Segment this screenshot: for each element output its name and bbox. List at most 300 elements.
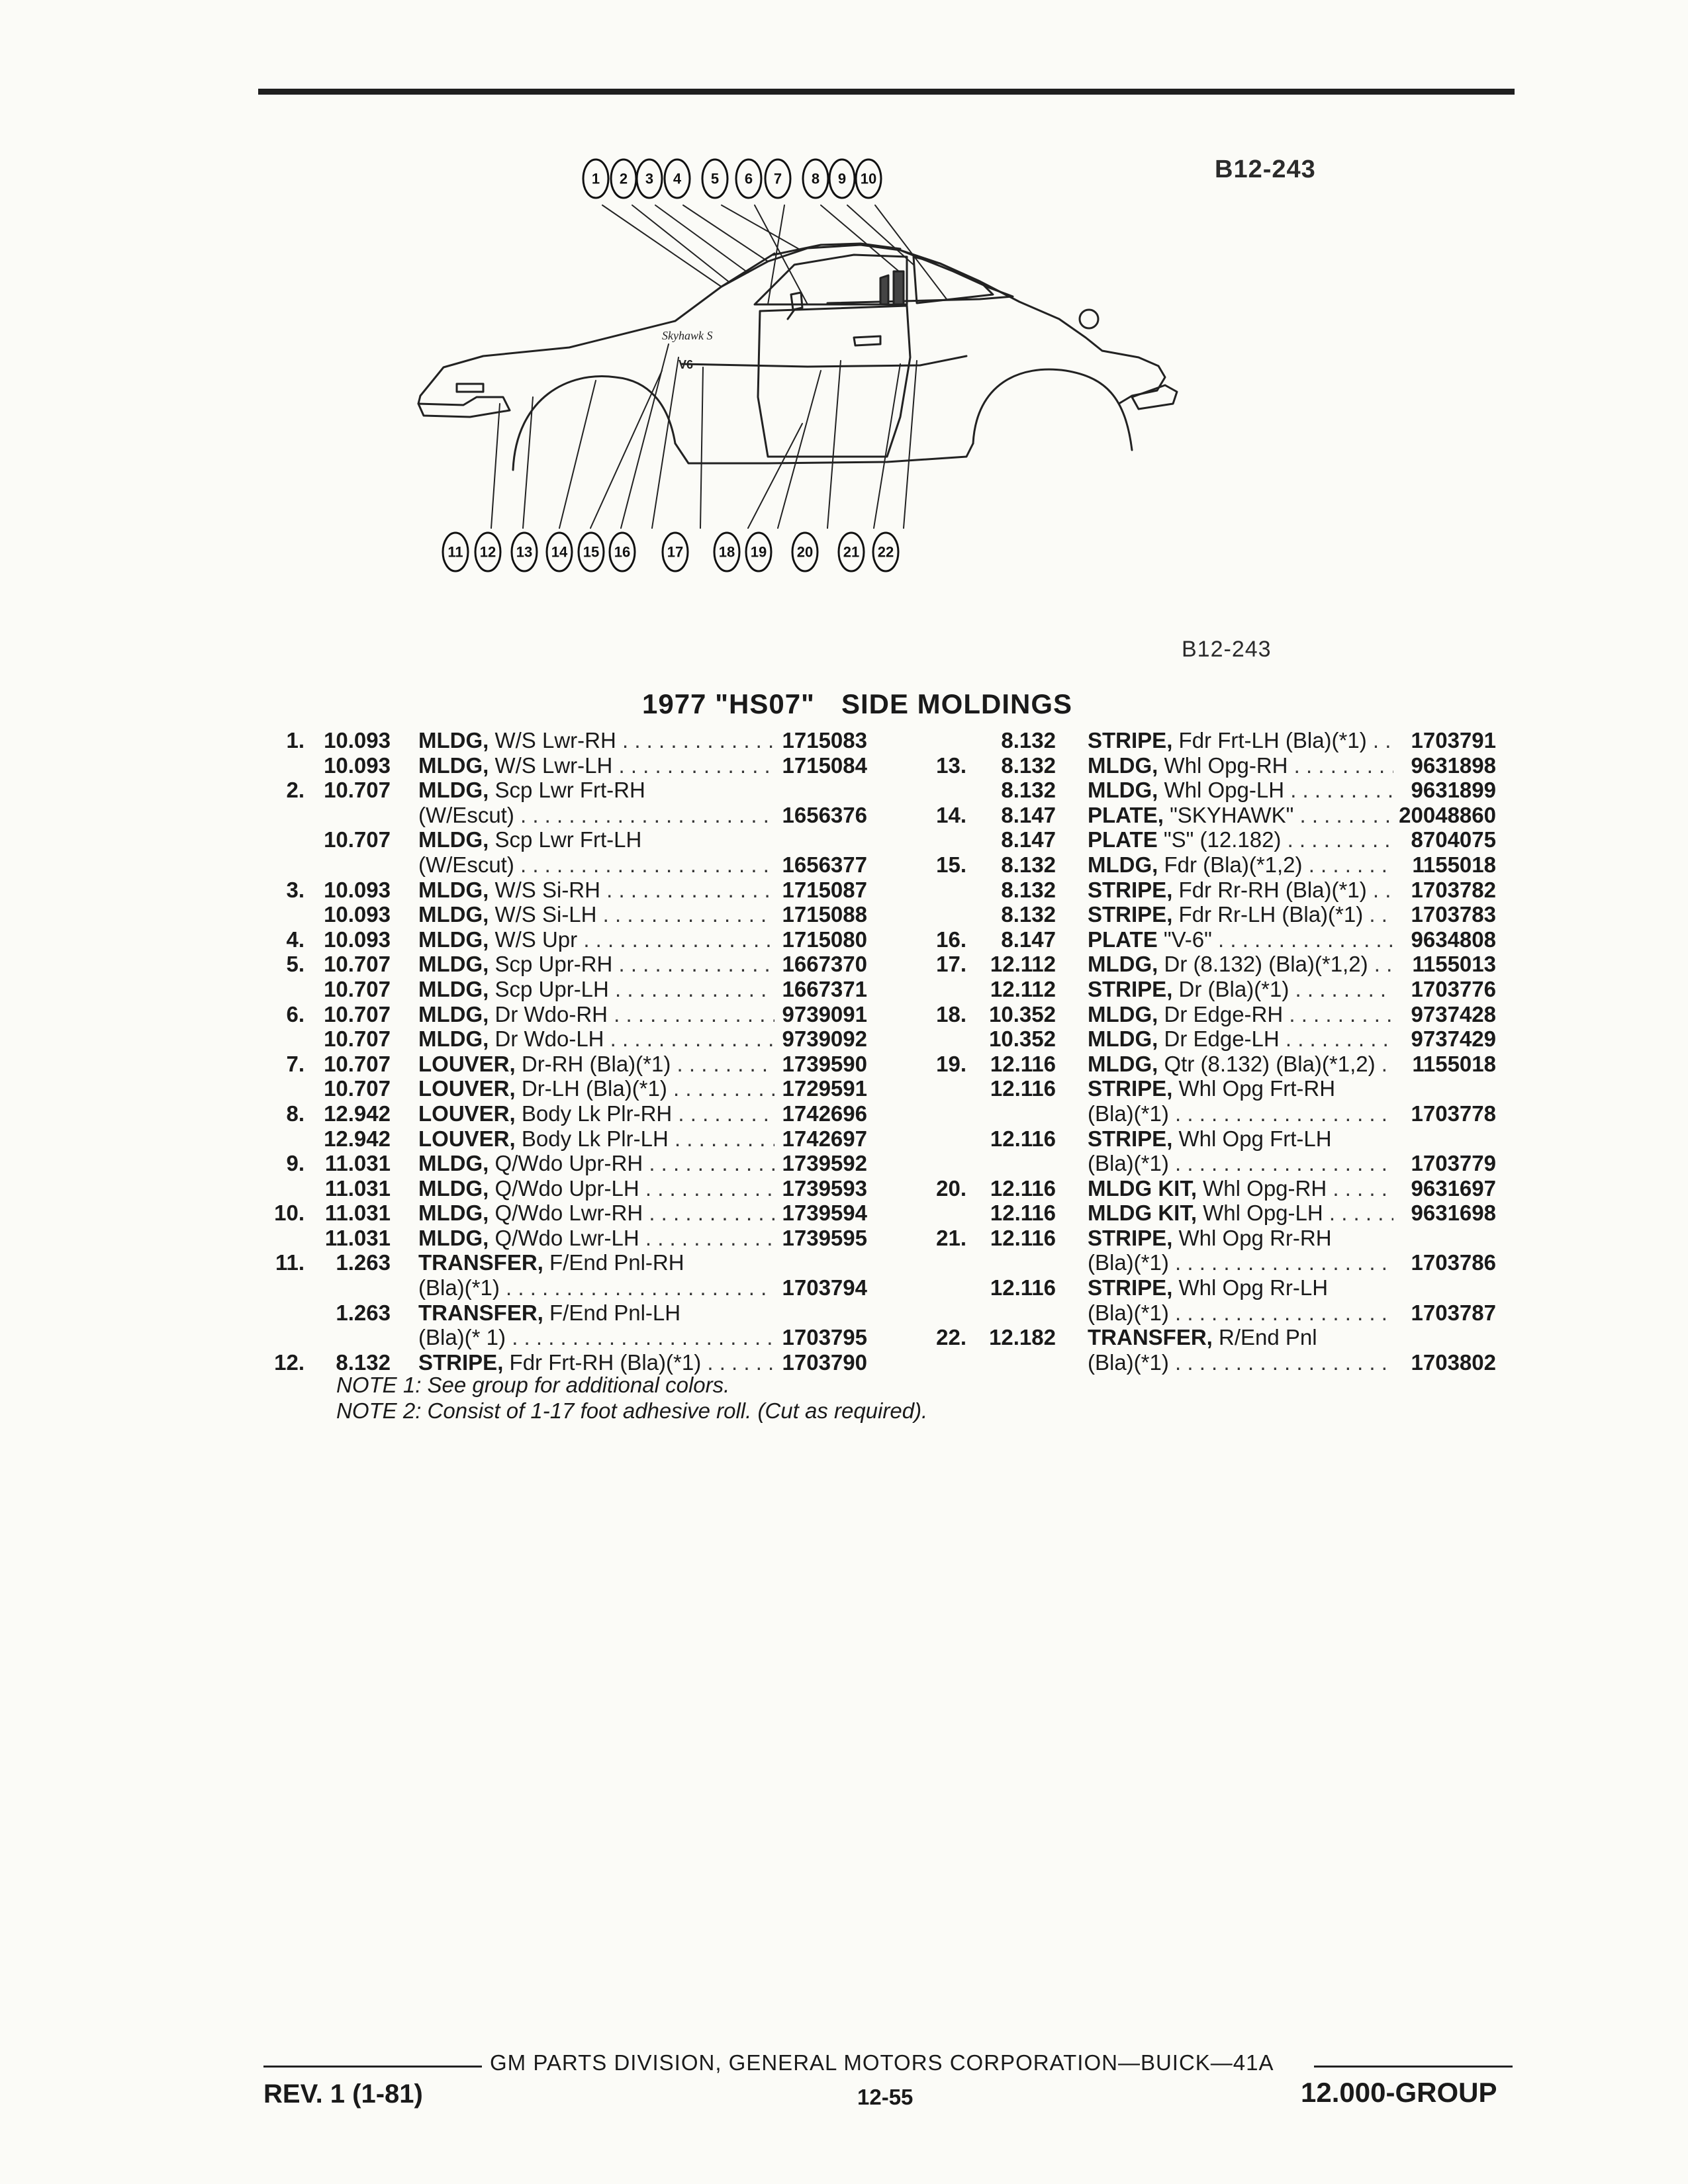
- part-name: MLDG,: [418, 728, 495, 752]
- part-number: 1715080: [774, 927, 867, 952]
- part-description: (Bla)(*1) . . .: [1088, 1350, 1393, 1375]
- page-title: [0, 688, 1688, 720]
- part-row: [914, 1275, 1496, 1300]
- part-name: TRANSFER,: [1088, 1325, 1219, 1350]
- group-number: 8.147: [1001, 827, 1056, 852]
- item-number: 19.: [936, 1051, 966, 1076]
- part-number: 1703782: [1393, 878, 1496, 903]
- part-description: TRANSFER, R/End Pnl: [1088, 1325, 1317, 1350]
- footer-rule-left: [263, 2066, 482, 2068]
- part-name: STRIPE,: [1088, 1275, 1179, 1300]
- part-name: TRANSFER,: [418, 1300, 549, 1325]
- group-number: 10.707: [324, 827, 391, 852]
- part-description: MLDG, Scp Lwr Frt-LH: [418, 827, 642, 852]
- group-number: 10.707: [324, 1001, 391, 1026]
- part-description: MLDG, W/S Upr . . .: [418, 927, 774, 952]
- part-number: 1656376: [774, 803, 867, 828]
- part-name: MLDG,: [1088, 778, 1164, 803]
- part-name: MLDG,: [1088, 752, 1164, 778]
- part-description: STRIPE, Whl Opg Frt-LH: [1088, 1126, 1332, 1151]
- item-number: 9.: [286, 1151, 305, 1176]
- part-name: MLDG,: [1088, 952, 1164, 977]
- notes: [336, 1372, 927, 1424]
- part-description: STRIPE, Whl Opg Rr-LH: [1088, 1275, 1329, 1300]
- callout-8: 8: [811, 170, 820, 187]
- group-number: 1.263: [336, 1300, 391, 1325]
- emblem-v6: V6: [679, 358, 694, 371]
- part-row: [914, 1026, 1496, 1052]
- part-row: [914, 1052, 1496, 1077]
- part-number: 9739091: [774, 1002, 867, 1027]
- part-name: MLDG,: [418, 752, 495, 778]
- title-text: SIDE MOLDINGS: [841, 688, 1073, 719]
- part-row: [258, 803, 867, 828]
- fuel-door: [1080, 310, 1098, 328]
- part-row: [914, 827, 1496, 852]
- part-row: [914, 952, 1496, 977]
- top-rule: [258, 89, 1515, 95]
- part-row: [258, 753, 867, 778]
- part-row: [258, 1226, 867, 1251]
- part-name: LOUVER,: [418, 1101, 522, 1126]
- item-number: 3.: [286, 877, 305, 902]
- item-number: 5.: [286, 952, 305, 977]
- part-name: MLDG,: [418, 1225, 495, 1250]
- rear-wheel-opening: [973, 369, 1132, 450]
- part-row: [258, 1151, 867, 1176]
- group-number: 10.093: [324, 728, 391, 752]
- item-number: 10.: [274, 1201, 305, 1226]
- front-wheel-opening: [513, 377, 675, 470]
- part-number: 9631697: [1393, 1176, 1496, 1201]
- front-marker: [457, 384, 483, 392]
- callout-16: 16: [614, 543, 631, 561]
- part-number: 1703787: [1393, 1300, 1496, 1326]
- rocker-panel: [675, 443, 973, 463]
- figure-code-bottom: B12-243: [1182, 637, 1272, 662]
- group-number: 10.093: [324, 927, 391, 952]
- part-name: STRIPE,: [1088, 1076, 1179, 1101]
- item-number: 21.: [936, 1225, 966, 1250]
- louver: [880, 271, 904, 304]
- note-2: NOTE 2: Consist of 1-17 foot adhesive roll. (Cut as required).: [336, 1398, 928, 1423]
- part-name: STRIPE,: [1088, 877, 1179, 902]
- callout-14: 14: [551, 543, 568, 561]
- part-row: [914, 1151, 1496, 1176]
- callout-13: 13: [516, 543, 533, 561]
- group-number: 12.112: [990, 952, 1056, 977]
- group-number: 10.352: [989, 1001, 1056, 1026]
- item-number: 7.: [286, 1051, 305, 1076]
- part-description: (W/Escut) . . .: [418, 852, 774, 878]
- callout-20: 20: [796, 543, 814, 561]
- part-description: STRIPE, Fdr Frt-LH (Bla)(*1) . . .: [1088, 728, 1393, 753]
- group-number: 12.182: [989, 1325, 1056, 1350]
- part-name: MLDG,: [1088, 852, 1164, 877]
- part-number: 1715088: [774, 902, 867, 927]
- side-stripe: [682, 356, 966, 367]
- part-name: STRIPE,: [1088, 902, 1179, 927]
- part-description: (Bla)(*1) . . .: [1088, 1151, 1393, 1176]
- part-row: [914, 1076, 1496, 1101]
- item-number: 18.: [936, 1001, 966, 1026]
- part-description: STRIPE, Fdr Frt-RH (Bla)(*1) . . .: [418, 1350, 774, 1375]
- callout-2: 2: [619, 170, 628, 187]
- part-row: [258, 1300, 867, 1326]
- part-number: 9631698: [1393, 1201, 1496, 1226]
- group-number: 8.132: [1001, 877, 1056, 902]
- group-number: 8.132: [1001, 778, 1056, 803]
- group-number: 11.031: [324, 1175, 391, 1201]
- part-name: MLDG,: [418, 952, 495, 977]
- part-row: [914, 1126, 1496, 1152]
- part-description: STRIPE, Whl Opg Frt-RH: [1088, 1076, 1336, 1101]
- part-number: 20048860: [1393, 803, 1496, 828]
- part-row: [914, 1325, 1496, 1350]
- part-row: [914, 728, 1496, 753]
- part-name: PLATE,: [1088, 802, 1170, 827]
- footer-page-number: 12-55: [857, 2085, 914, 2109]
- callout-17: 17: [667, 543, 684, 561]
- part-description: MLDG, Q/Wdo Lwr-LH . . .: [418, 1226, 774, 1251]
- part-description: MLDG, Dr Edge-LH . . .: [1088, 1026, 1393, 1052]
- part-number: 1703795: [774, 1325, 867, 1350]
- part-description: (Bla)(*1) . . .: [1088, 1300, 1393, 1326]
- part-description: LOUVER, Dr-RH (Bla)(*1) . . .: [418, 1052, 774, 1077]
- group-number: 12.116: [990, 1225, 1056, 1250]
- part-row: [258, 1201, 867, 1226]
- part-row: [258, 927, 867, 952]
- part-description: STRIPE, Fdr Rr-RH (Bla)(*1) . . .: [1088, 878, 1393, 903]
- part-row: [258, 878, 867, 903]
- part-row: [258, 1002, 867, 1027]
- callout-21: 21: [843, 543, 860, 561]
- part-description: MLDG, Dr Wdo-LH . . .: [418, 1026, 774, 1052]
- part-description: LOUVER, Dr-LH (Bla)(*1) . . .: [418, 1076, 774, 1101]
- part-name: MLDG,: [418, 1151, 495, 1176]
- part-name: PLATE: [1088, 827, 1164, 852]
- part-description: TRANSFER, F/End Pnl-RH: [418, 1250, 684, 1275]
- item-number: 8.: [286, 1101, 305, 1126]
- part-name: STRIPE,: [1088, 976, 1179, 1001]
- part-description: MLDG KIT, Whl Opg-RH . . .: [1088, 1176, 1393, 1201]
- group-number: 11.031: [324, 1151, 391, 1176]
- part-description: PLATE "V-6" . . .: [1088, 927, 1393, 952]
- part-name: TRANSFER,: [418, 1250, 549, 1275]
- part-row: [914, 1300, 1496, 1326]
- part-name: MLDG KIT,: [1088, 1201, 1203, 1226]
- part-description: (W/Escut) . . .: [418, 803, 774, 828]
- item-number: 13.: [936, 752, 966, 778]
- part-description: MLDG, W/S Lwr-RH . . .: [418, 728, 774, 753]
- callout-6: 6: [744, 170, 753, 187]
- part-description: MLDG, Q/Wdo Lwr-RH . . .: [418, 1201, 774, 1226]
- group-number: 8.132: [1001, 752, 1056, 778]
- group-number: 12.112: [990, 976, 1056, 1001]
- item-number: 17.: [936, 952, 966, 977]
- part-description: (Bla)(*1) . . .: [1088, 1101, 1393, 1126]
- part-number: 1703790: [774, 1350, 867, 1375]
- part-number: 1155013: [1393, 952, 1496, 977]
- callout-3: 3: [645, 170, 654, 187]
- part-description: STRIPE, Dr (Bla)(*1) . . .: [1088, 977, 1393, 1002]
- group-number: 10.707: [324, 778, 391, 803]
- part-description: MLDG, Scp Upr-LH . . .: [418, 977, 774, 1002]
- part-name: MLDG,: [418, 1001, 495, 1026]
- group-number: 8.147: [1001, 802, 1056, 827]
- callout-15: 15: [583, 543, 600, 561]
- part-description: MLDG, Scp Upr-RH . . .: [418, 952, 774, 977]
- part-row: [914, 902, 1496, 927]
- footer-publisher: GM PARTS DIVISION, GENERAL MOTORS CORPORATION—BUICK—41A: [490, 2050, 1274, 2075]
- part-name: MLDG,: [418, 927, 495, 952]
- part-row: [258, 1176, 867, 1201]
- car-illustration: [397, 146, 1324, 615]
- part-description: MLDG, Scp Lwr Frt-RH: [418, 778, 645, 803]
- part-number: 1739592: [774, 1151, 867, 1176]
- part-row: [258, 952, 867, 977]
- part-description: STRIPE, Whl Opg Rr-RH: [1088, 1225, 1332, 1250]
- part-description: (Bla)(* 1) . . .: [418, 1325, 774, 1350]
- part-description: MLDG, Q/Wdo Upr-LH . . .: [418, 1176, 774, 1201]
- part-description: PLATE "S" (12.182) . . .: [1088, 827, 1393, 852]
- group-number: 10.707: [324, 1051, 391, 1076]
- group-number: 10.707: [324, 952, 391, 977]
- callout-12: 12: [479, 543, 496, 561]
- part-description: LOUVER, Body Lk Plr-RH . . .: [418, 1101, 774, 1126]
- part-number: 1703779: [1393, 1151, 1496, 1176]
- door-outline: [758, 306, 910, 457]
- part-row: [258, 1076, 867, 1101]
- group-number: 11.031: [324, 1201, 391, 1226]
- part-row: [914, 1176, 1496, 1201]
- part-name: MLDG,: [418, 976, 495, 1001]
- part-name: MLDG,: [418, 1175, 495, 1201]
- part-description: MLDG, Dr Wdo-RH . . .: [418, 1002, 774, 1027]
- group-number: 12.116: [990, 1201, 1056, 1226]
- parts-list-left: [258, 728, 867, 1375]
- part-row: [258, 1275, 867, 1300]
- item-number: 16.: [936, 927, 966, 952]
- part-row: [914, 1350, 1496, 1375]
- part-number: 1739595: [774, 1226, 867, 1251]
- part-description: (Bla)(*1) . . .: [418, 1275, 774, 1300]
- item-number: 6.: [286, 1001, 305, 1026]
- rear-bumper: [1132, 385, 1177, 409]
- part-row: [914, 927, 1496, 952]
- part-description: MLDG, Dr Edge-RH . . .: [1088, 1002, 1393, 1027]
- part-row: [914, 753, 1496, 778]
- part-name: MLDG,: [418, 1201, 495, 1226]
- part-row: [258, 852, 867, 878]
- part-number: 9739092: [774, 1026, 867, 1052]
- item-number: 15.: [936, 852, 966, 877]
- part-description: MLDG, Whl Opg-RH . . .: [1088, 753, 1393, 778]
- car-side-view-diagram: [397, 146, 1324, 615]
- part-name: MLDG,: [1088, 1051, 1164, 1076]
- part-number: 1703794: [774, 1275, 867, 1300]
- part-name: LOUVER,: [418, 1126, 522, 1151]
- callout-22: 22: [877, 543, 894, 561]
- part-number: 1703776: [1393, 977, 1496, 1002]
- callout-5: 5: [710, 170, 720, 187]
- part-row: [914, 803, 1496, 828]
- part-description: (Bla)(*1) . . .: [1088, 1250, 1393, 1275]
- group-number: 1.263: [336, 1250, 391, 1275]
- part-number: 1667371: [774, 977, 867, 1002]
- group-number: 10.707: [324, 1026, 391, 1052]
- part-number: 8704075: [1393, 827, 1496, 852]
- part-name: MLDG,: [418, 1026, 495, 1052]
- part-row: [914, 1002, 1496, 1027]
- note-1: NOTE 1: See group for additional colors.: [336, 1373, 730, 1397]
- title-year-code: 1977 "HS07": [641, 688, 815, 719]
- group-number: 10.093: [324, 752, 391, 778]
- callout-19: 19: [750, 543, 767, 561]
- part-row: [258, 1325, 867, 1350]
- part-description: MLDG, Qtr (8.132) (Bla)(*1,2) . . .: [1088, 1052, 1393, 1077]
- callout-1: 1: [591, 170, 600, 187]
- part-row: [258, 1350, 867, 1375]
- part-row: [258, 1126, 867, 1152]
- group-number: 12.116: [990, 1126, 1056, 1151]
- item-number: 14.: [936, 802, 966, 827]
- part-row: [258, 1250, 867, 1275]
- part-description: TRANSFER, F/End Pnl-LH: [418, 1300, 681, 1325]
- group-number: 10.707: [324, 976, 391, 1001]
- part-number: 1715084: [774, 753, 867, 778]
- part-number: 9631899: [1393, 778, 1496, 803]
- item-number: 1.: [286, 728, 305, 752]
- part-name: LOUVER,: [418, 1051, 522, 1076]
- item-number: 12.: [274, 1349, 305, 1375]
- part-number: 1715083: [774, 728, 867, 753]
- item-number: 20.: [936, 1175, 966, 1201]
- part-number: 9631898: [1393, 753, 1496, 778]
- group-number: 12.942: [324, 1126, 391, 1151]
- part-description: MLDG, W/S Si-LH . . .: [418, 902, 774, 927]
- part-name: MLDG KIT,: [1088, 1175, 1203, 1201]
- part-number: 9737428: [1393, 1002, 1496, 1027]
- part-description: MLDG, Fdr (Bla)(*1,2) . . .: [1088, 852, 1393, 878]
- part-number: 1742697: [774, 1126, 867, 1152]
- part-row: [258, 1052, 867, 1077]
- group-number: 8.132: [1001, 728, 1056, 752]
- item-number: 22.: [936, 1325, 966, 1350]
- parts-list-right: [914, 728, 1496, 1375]
- callout-18: 18: [718, 543, 735, 561]
- part-number: 9634808: [1393, 927, 1496, 952]
- footer-revision: REV. 1 (1-81): [263, 2079, 423, 2109]
- part-name: MLDG,: [418, 778, 495, 803]
- group-number: 10.352: [989, 1026, 1056, 1052]
- item-number: 4.: [286, 927, 305, 952]
- part-row: [258, 1026, 867, 1052]
- part-number: 1703783: [1393, 902, 1496, 927]
- part-number: 1703791: [1393, 728, 1496, 753]
- part-row: [914, 1250, 1496, 1275]
- part-name: PLATE: [1088, 927, 1164, 952]
- part-description: LOUVER, Body Lk Plr-LH . . .: [418, 1126, 774, 1152]
- callout-11: 11: [447, 543, 463, 561]
- group-number: 12.116: [990, 1275, 1056, 1300]
- part-number: 1703786: [1393, 1250, 1496, 1275]
- footer-rule-right: [1314, 2066, 1513, 2068]
- group-number: 12.116: [990, 1051, 1056, 1076]
- group-number: 8.132: [1001, 852, 1056, 877]
- part-name: MLDG,: [418, 902, 495, 927]
- part-description: MLDG, W/S Lwr-LH . . .: [418, 753, 774, 778]
- part-description: MLDG, W/S Si-RH . . .: [418, 878, 774, 903]
- part-row: [914, 1226, 1496, 1251]
- part-number: 1703802: [1393, 1350, 1496, 1375]
- part-row: [258, 977, 867, 1002]
- callout-4: 4: [673, 170, 682, 187]
- emblem-script: Skyhawk S: [662, 329, 713, 342]
- part-row: [914, 778, 1496, 803]
- quarter-window: [914, 257, 993, 303]
- part-description: STRIPE, Fdr Rr-LH (Bla)(*1) . . .: [1088, 902, 1393, 927]
- part-number: 1656377: [774, 852, 867, 878]
- part-name: MLDG,: [1088, 1001, 1164, 1026]
- part-row: [914, 977, 1496, 1002]
- part-row: [914, 852, 1496, 878]
- part-number: 9737429: [1393, 1026, 1496, 1052]
- part-number: 1742696: [774, 1101, 867, 1126]
- part-row: [258, 728, 867, 753]
- group-number: 8.132: [336, 1349, 391, 1375]
- part-number: 1703778: [1393, 1101, 1496, 1126]
- group-number: 11.031: [324, 1225, 391, 1250]
- part-name: STRIPE,: [418, 1349, 510, 1375]
- door-handle: [854, 336, 880, 345]
- part-row: [258, 827, 867, 852]
- part-name: MLDG,: [1088, 1026, 1164, 1052]
- group-number: 10.707: [324, 1076, 391, 1101]
- group-number: 10.093: [324, 877, 391, 902]
- part-row: [914, 1201, 1496, 1226]
- part-name: STRIPE,: [1088, 728, 1179, 752]
- part-row: [258, 1101, 867, 1126]
- part-description: MLDG, Q/Wdo Upr-RH . . .: [418, 1151, 774, 1176]
- item-number: 2.: [286, 778, 305, 803]
- part-name: MLDG,: [418, 877, 495, 902]
- part-row: [914, 878, 1496, 903]
- part-row: [914, 1101, 1496, 1126]
- figure-code-top: B12-243: [1215, 156, 1316, 183]
- mirror: [788, 293, 802, 319]
- item-number: 11.: [275, 1250, 305, 1275]
- part-row: [258, 902, 867, 927]
- part-description: PLATE, "SKYHAWK" . . .: [1088, 803, 1393, 828]
- part-number: 1155018: [1393, 1052, 1496, 1077]
- part-name: MLDG,: [418, 827, 495, 852]
- part-number: 1739594: [774, 1201, 867, 1226]
- footer-group: 12.000-GROUP: [1301, 2077, 1497, 2108]
- part-name: STRIPE,: [1088, 1225, 1179, 1250]
- part-number: 1715087: [774, 878, 867, 903]
- part-name: STRIPE,: [1088, 1126, 1179, 1151]
- part-name: LOUVER,: [418, 1076, 522, 1101]
- part-number: 1155018: [1393, 852, 1496, 878]
- group-number: 10.093: [324, 902, 391, 927]
- part-description: MLDG, Dr (8.132) (Bla)(*1,2) . . .: [1088, 952, 1393, 977]
- group-number: 12.116: [990, 1076, 1056, 1101]
- part-number: 1739590: [774, 1052, 867, 1077]
- callout-10: 10: [860, 170, 877, 187]
- group-number: 8.147: [1001, 927, 1056, 952]
- part-description: MLDG, Whl Opg-LH . . .: [1088, 778, 1393, 803]
